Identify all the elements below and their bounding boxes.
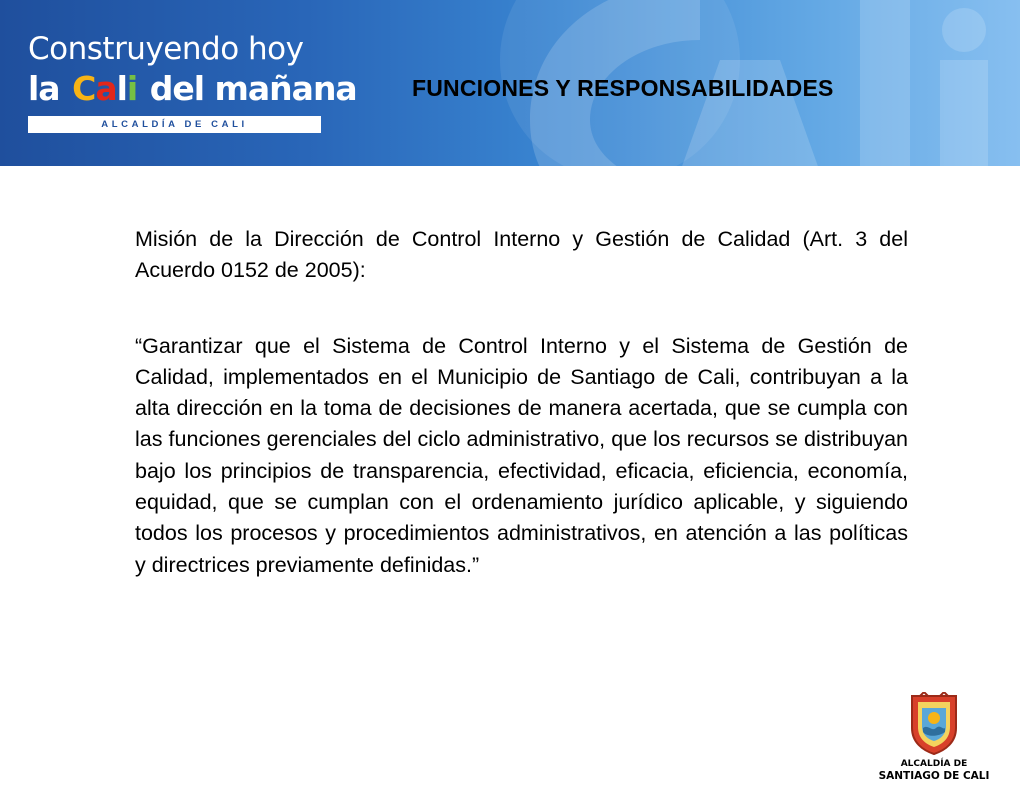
cali-letter: i [126,69,138,108]
alcaldia-seal-logo [878,692,990,782]
brand-logo [28,31,357,108]
cali-letter: l [116,69,127,108]
mission-statement-paragraph: “Garantizar que el Sistema de Control Interno y el Sistema de Gestión de Calidad, implementados en el Municipio de Santiago de Cali, contribuyan a la alta dirección en la toma de decisiones de manera acertada, que se cumpla con las funciones gerenciales del ciclo administrativo, que los recursos se distribuyan bajo los principios de transparencia, efectividad, eficacia, eficiencia, economía, equidad, que se cumplan con el ordenamiento jurídico aplicable, y siguiendo todos los procesos y procedimientos administrativos, en atención a las políticas y directrices previamente definidas.” [135,333,908,577]
seal-caption-line1: ALCALDÍA DE [900,759,968,769]
brand-slogan-line1: Construyendo hoy [28,31,304,67]
brand-slogan-line2 [28,69,357,108]
seal-caption-line2: SANTIAGO DE CALI [878,770,990,782]
brand-word-la: la [28,69,60,108]
coat-of-arms-icon [906,692,962,756]
mission-heading-paragraph: Misión de la Dirección de Control Interno y Gestión de Calidad (Art. 3 del Acuerdo 0152 de 2005): [135,227,908,283]
alcaldia-label: ALCALDÍA DE CALI [28,116,321,133]
cali-wordmark [70,69,139,108]
brand-word-del-manana: del mañana [149,69,357,108]
cali-letter: C [72,69,96,108]
slide-body [135,224,908,581]
header-banner [0,0,1020,166]
cali-letter: a [95,69,117,108]
slide-title: FUNCIONES Y RESPONSABILIDADES [412,75,834,101]
